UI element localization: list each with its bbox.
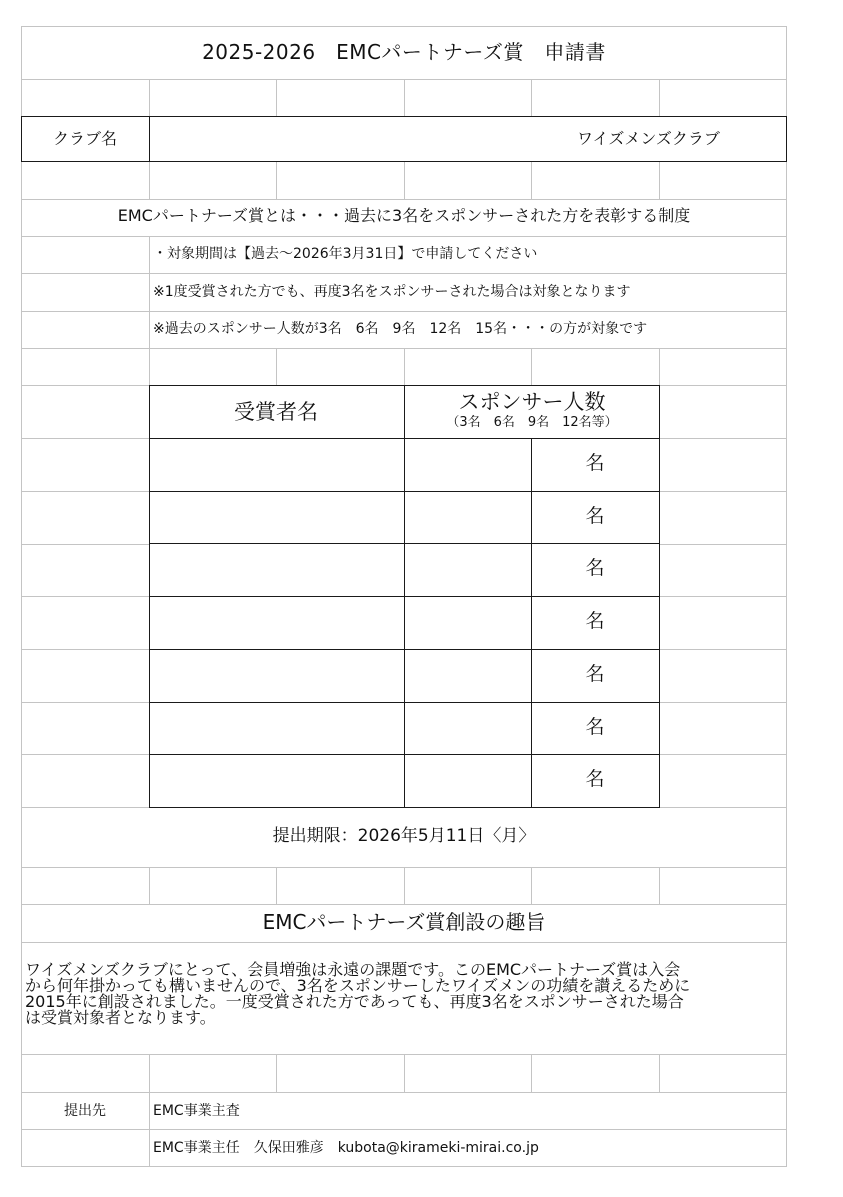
- award-row-divider: [149, 596, 660, 597]
- sponsor-count-input[interactable]: [411, 508, 523, 526]
- award-row-divider: [149, 491, 660, 492]
- awardee-name-input[interactable]: [157, 613, 397, 631]
- club-name-input[interactable]: [161, 131, 541, 149]
- sponsor-count-unit: 名: [585, 557, 605, 579]
- submission-recipient-manager: EMC事業主任 久保田雅彦 kubota@kirameki-mirai.co.jp: [153, 1140, 539, 1156]
- purpose-line: ワイズメンズクラブにとって、会員増強は永遠の課題です。このEMCパートナーズ賞は入会: [25, 960, 681, 979]
- note-repeat-award: ※1度受賞された方でも、再度3名をスポンサーされた場合は対象となります: [153, 284, 631, 300]
- awardee-name-input[interactable]: [157, 719, 397, 737]
- purpose-line: から何年掛かっても構いませんので、3名をスポンサーしたワイズメンの功績を讃えるために: [25, 976, 691, 995]
- purpose-line: 2015年に創設されました。一度受賞された方であっても、再度3名をスポンサーされた場合: [25, 992, 684, 1011]
- sponsor-count-input[interactable]: [411, 560, 523, 578]
- awardee-name-input[interactable]: [157, 666, 397, 684]
- awardee-name-input[interactable]: [157, 771, 397, 789]
- submission-deadline: 提出期限：2026年5月11日〈月〉: [272, 826, 536, 846]
- purpose-body: [25, 962, 785, 1026]
- awardee-name-input[interactable]: [157, 560, 397, 578]
- column-header-sponsor-count: スポンサー人数: [458, 390, 606, 414]
- column-header-awardee-name: 受賞者名: [234, 400, 318, 424]
- submission-label: 提出先: [64, 1103, 106, 1119]
- sponsor-count-input[interactable]: [411, 719, 523, 737]
- sponsor-count-unit: 名: [585, 663, 605, 685]
- note-target-period: ・対象期間は【過去～2026年3月31日】で申請してください: [153, 246, 538, 262]
- sponsor-count-input[interactable]: [411, 613, 523, 631]
- sponsor-count-input[interactable]: [411, 455, 523, 473]
- submission-recipient-chair: EMC事業主査: [153, 1103, 240, 1119]
- application-form: [21, 26, 787, 1167]
- sponsor-count-unit: 名: [585, 452, 605, 474]
- sponsor-count-input[interactable]: [411, 771, 523, 789]
- sponsor-count-unit: 名: [585, 610, 605, 632]
- sponsor-count-unit: 名: [585, 768, 605, 790]
- award-row-divider: [149, 754, 660, 755]
- column-header-sponsor-examples: （3名 6名 9名 12名等）: [446, 415, 618, 430]
- sponsor-count-unit: 名: [585, 505, 605, 527]
- sponsor-count-unit: 名: [585, 716, 605, 738]
- award-row-divider: [149, 543, 660, 544]
- purpose-line: は受賞対象者となります。: [25, 1008, 216, 1027]
- note-eligible-counts: ※過去のスポンサー人数が3名 6名 9名 12名 15名・・・の方が対象です: [153, 321, 648, 337]
- award-row-divider: [149, 702, 660, 703]
- awardee-name-input[interactable]: [157, 455, 397, 473]
- club-name-suffix: ワイズメンズクラブ: [577, 129, 720, 148]
- purpose-heading: EMCパートナーズ賞創設の趣旨: [262, 910, 546, 934]
- club-name-label: クラブ名: [52, 129, 118, 148]
- award-definition: EMCパートナーズ賞とは・・・過去に3名をスポンサーされた方を表彰する制度: [117, 206, 691, 225]
- sponsor-count-input[interactable]: [411, 666, 523, 684]
- awardee-name-input[interactable]: [157, 508, 397, 526]
- form-title: 2025-2026 EMCパートナーズ賞 申請書: [202, 40, 606, 64]
- award-row-divider: [149, 649, 660, 650]
